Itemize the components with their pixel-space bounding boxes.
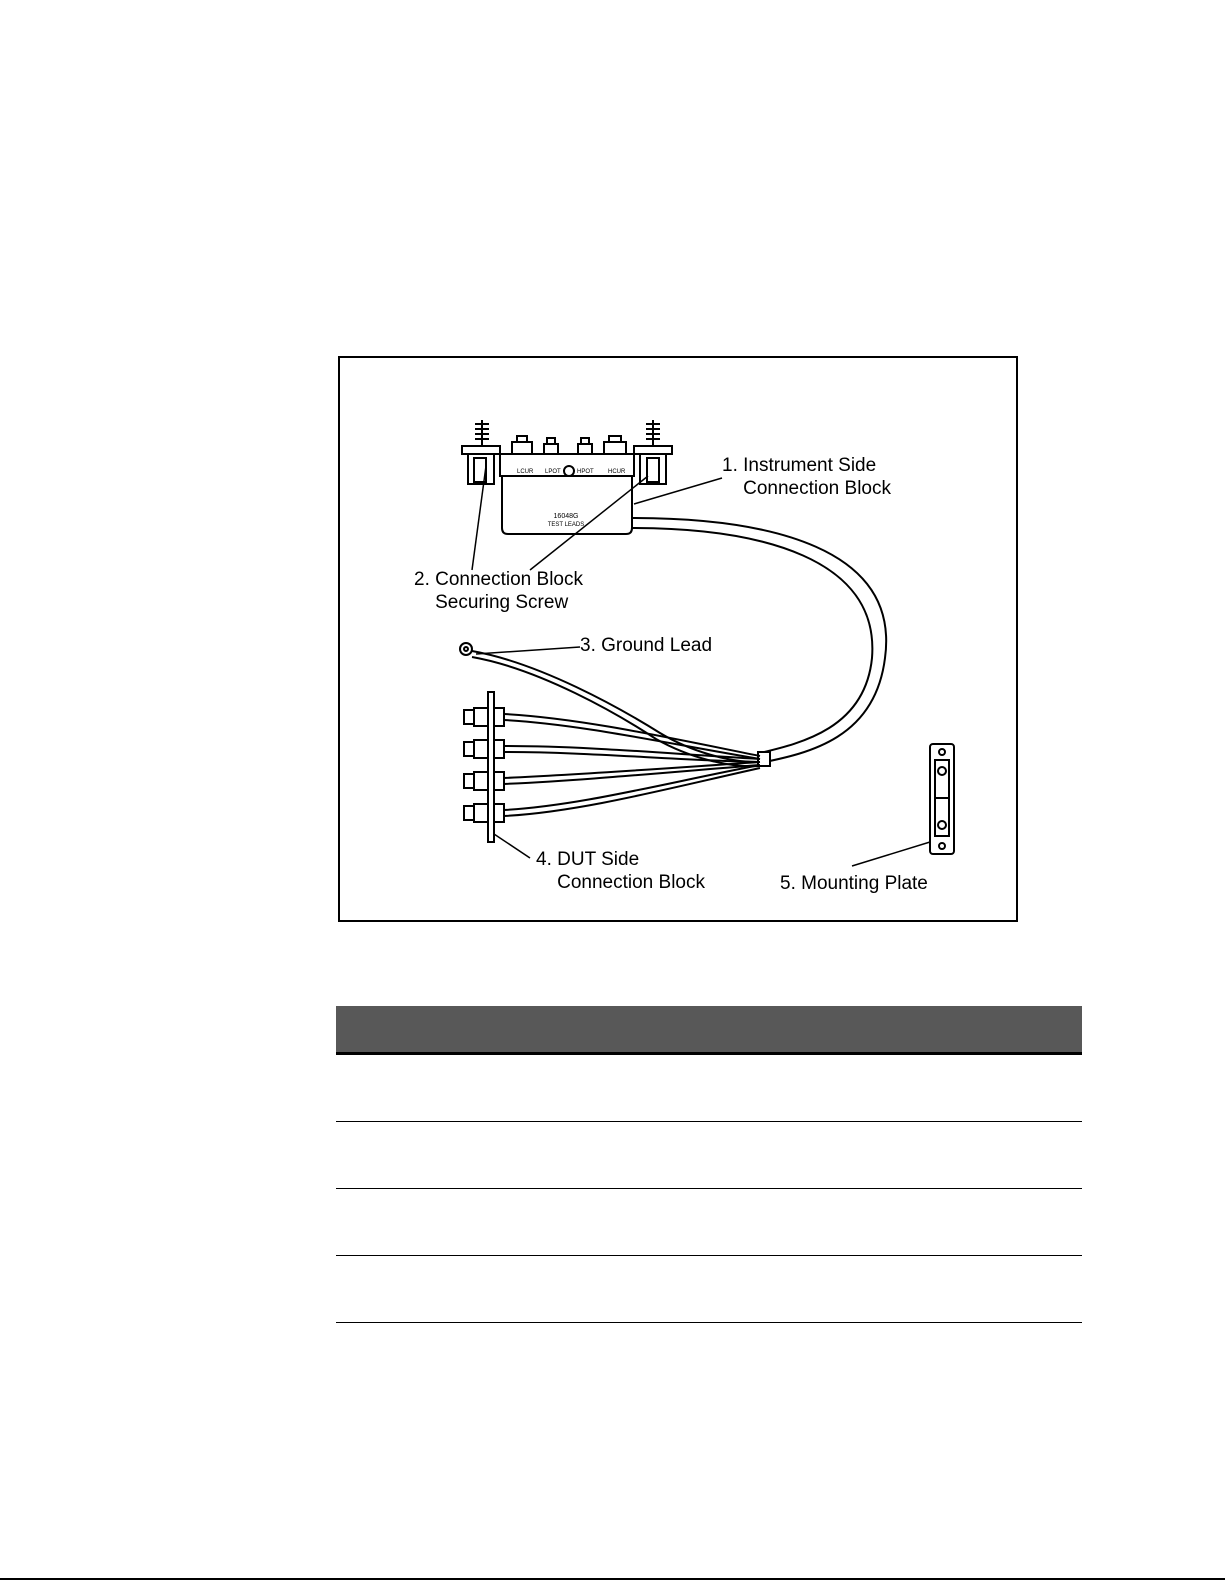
dut-connectors-icon bbox=[464, 708, 504, 822]
device-name-label: TEST LEADS bbox=[547, 522, 585, 528]
terminal-label-lpot: LPOT bbox=[545, 469, 561, 475]
figure-frame bbox=[338, 356, 1018, 922]
callout-mounting-plate: 5. Mounting Plate bbox=[780, 873, 928, 894]
table-row bbox=[336, 1189, 1082, 1256]
parts-table bbox=[336, 1006, 1082, 1323]
table-row bbox=[336, 1055, 1082, 1122]
terminal-label-hpot: HPOT bbox=[577, 469, 594, 475]
left-securing-screw-icon bbox=[462, 420, 500, 484]
terminal-label-hcur: HCUR bbox=[608, 469, 626, 475]
table-row bbox=[336, 1256, 1082, 1323]
terminal-label-lcur: LCUR bbox=[517, 469, 534, 475]
table-row bbox=[336, 1122, 1082, 1189]
page-bottom-rule bbox=[0, 1578, 1225, 1580]
callout-securing-screw: 2. Connection Block Securing Screw bbox=[414, 569, 583, 613]
device-model-label: 16048G bbox=[553, 513, 579, 520]
table-header bbox=[336, 1006, 1082, 1055]
callout-dut-side-block: 4. DUT Side Connection Block bbox=[536, 849, 705, 893]
callout-ground-lead: 3. Ground Lead bbox=[580, 635, 713, 656]
right-securing-screw-icon bbox=[634, 420, 672, 484]
mounting-plate-icon bbox=[930, 744, 954, 854]
callout-instrument-side-block: 1. Instrument Side Connection Block bbox=[722, 455, 891, 499]
